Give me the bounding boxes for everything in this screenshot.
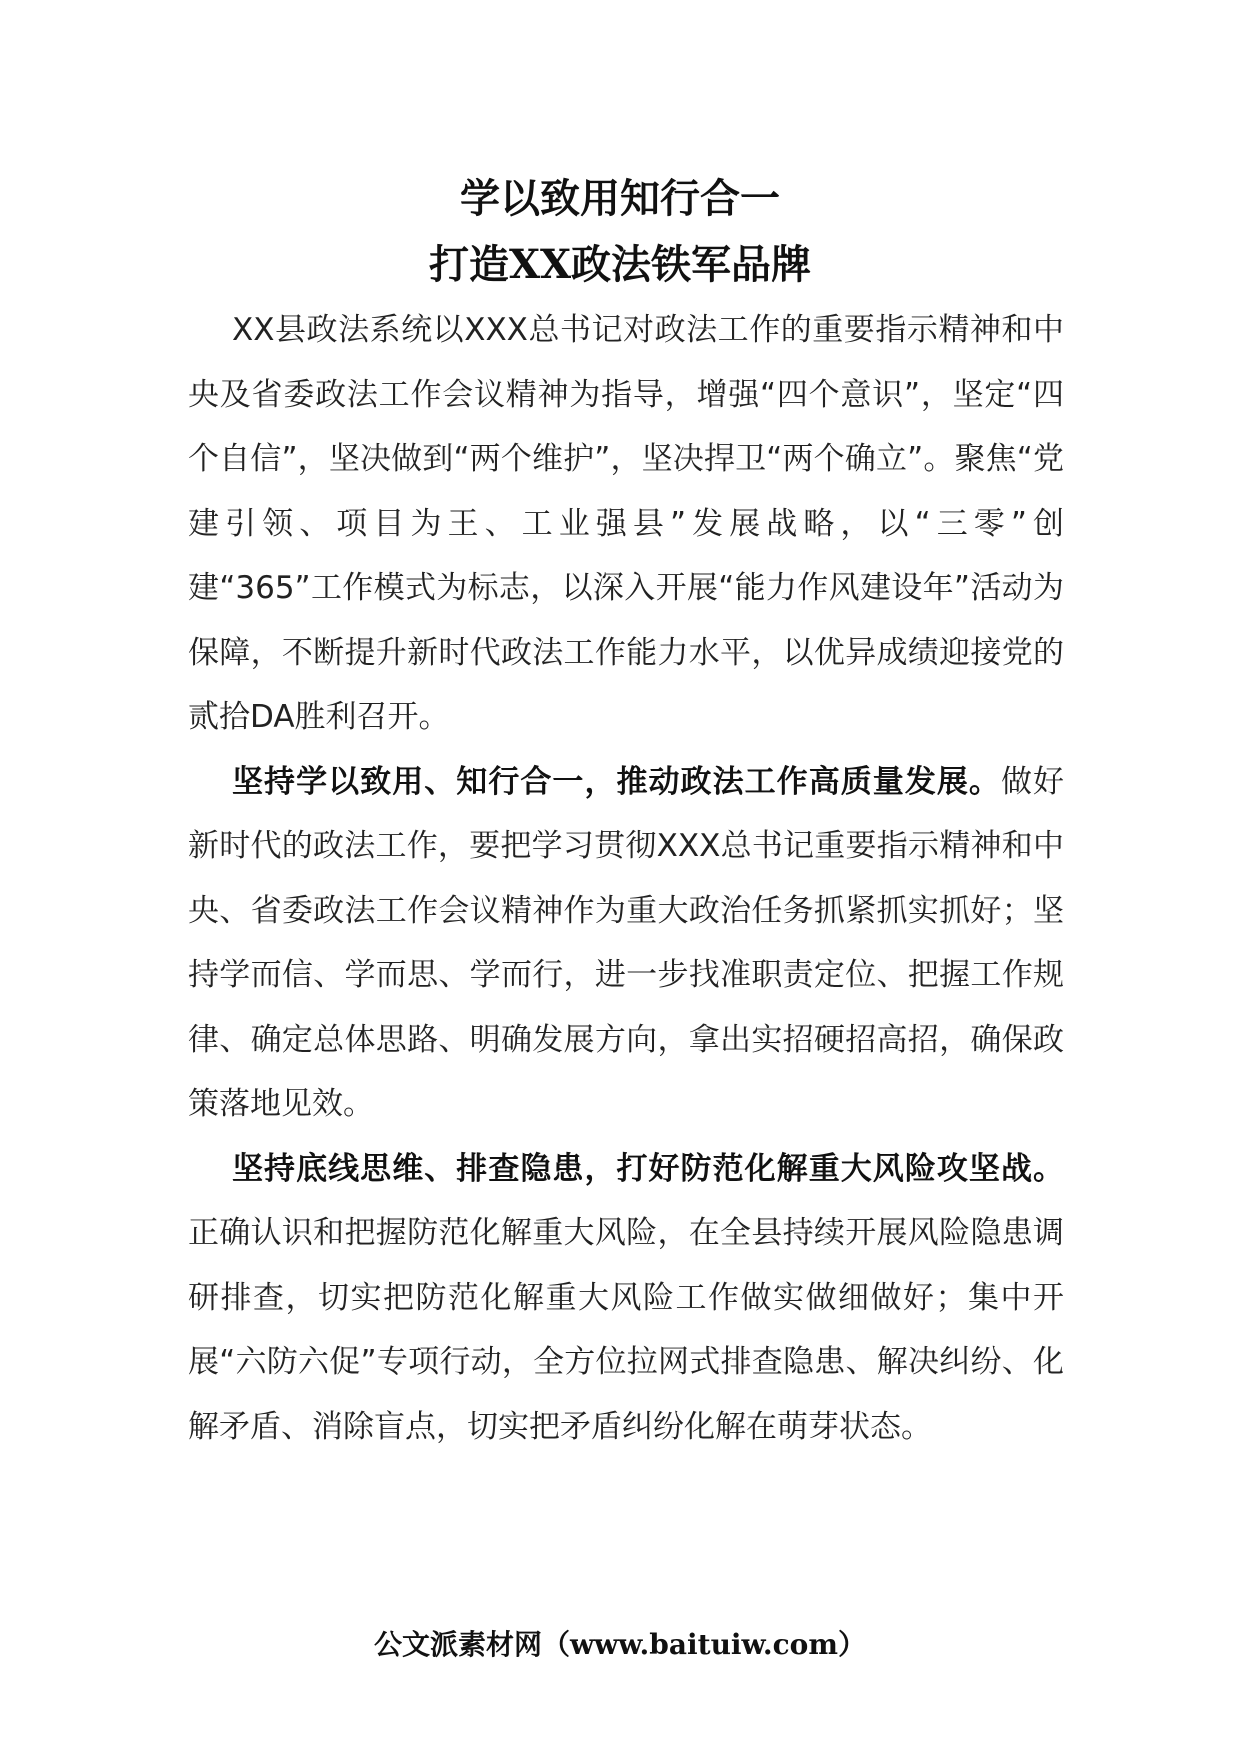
section-text-2: 正确认识和把握防范化解重大风险，在全县持续开展风险隐患调研排查，切实把防范化解重大风险工作做实做细做好；集中开展“六防六促”专项行动，全方位拉网式排查隐患、解决纠纷、化解矛盾、消除盲点，切实把矛盾纠纷化解在萌芽状态。: [188, 1215, 1064, 1445]
section-heading-1: 坚持学以致用、知行合一，推动政法工作高质量发展。: [232, 763, 1001, 800]
section-paragraph-2: [188, 1137, 1064, 1460]
footer-source: 公文派素材网（www.baituiw.com）: [374, 1628, 866, 1661]
section-paragraph-1: [188, 750, 1064, 1137]
title-line-2: 打造XX政法铁军品牌: [428, 241, 812, 288]
intro-paragraph: XX县政法系统以XXX总书记对政法工作的重要指示精神和中央及省委政法工作会议精神为指导，增强“四个意识”，坚定“四个自信”，坚决做到“两个维护”，坚决捍卫“两个确立”。聚焦“党建引领、项目为王、工业强县”发展战略，以“三零”创建“365”工作模式为标志，以深入开展“能力作风建设年”活动为保障，不断提升新时代政法工作能力水平，以优异成绩迎接党的贰拾DA胜利召开。: [188, 312, 1064, 735]
title-line-1: 学以致用知行合一: [460, 175, 780, 222]
section-heading-2: 坚持底线思维、排查隐患，打好防范化解重大风险攻坚战。: [232, 1150, 1064, 1187]
document-body: [188, 298, 1064, 1459]
section-text-1: 做好新时代的政法工作，要把学习贯彻XXX总书记重要指示精神和中央、省委政法工作会议精神作为重大政治任务抓紧抓实抓好；坚持学而信、学而思、学而行，进一步找准职责定位、把握工作规律、确定总体思路、明确发展方向，拿出实招硬招高招，确保政策落地见效。: [188, 763, 1065, 1122]
